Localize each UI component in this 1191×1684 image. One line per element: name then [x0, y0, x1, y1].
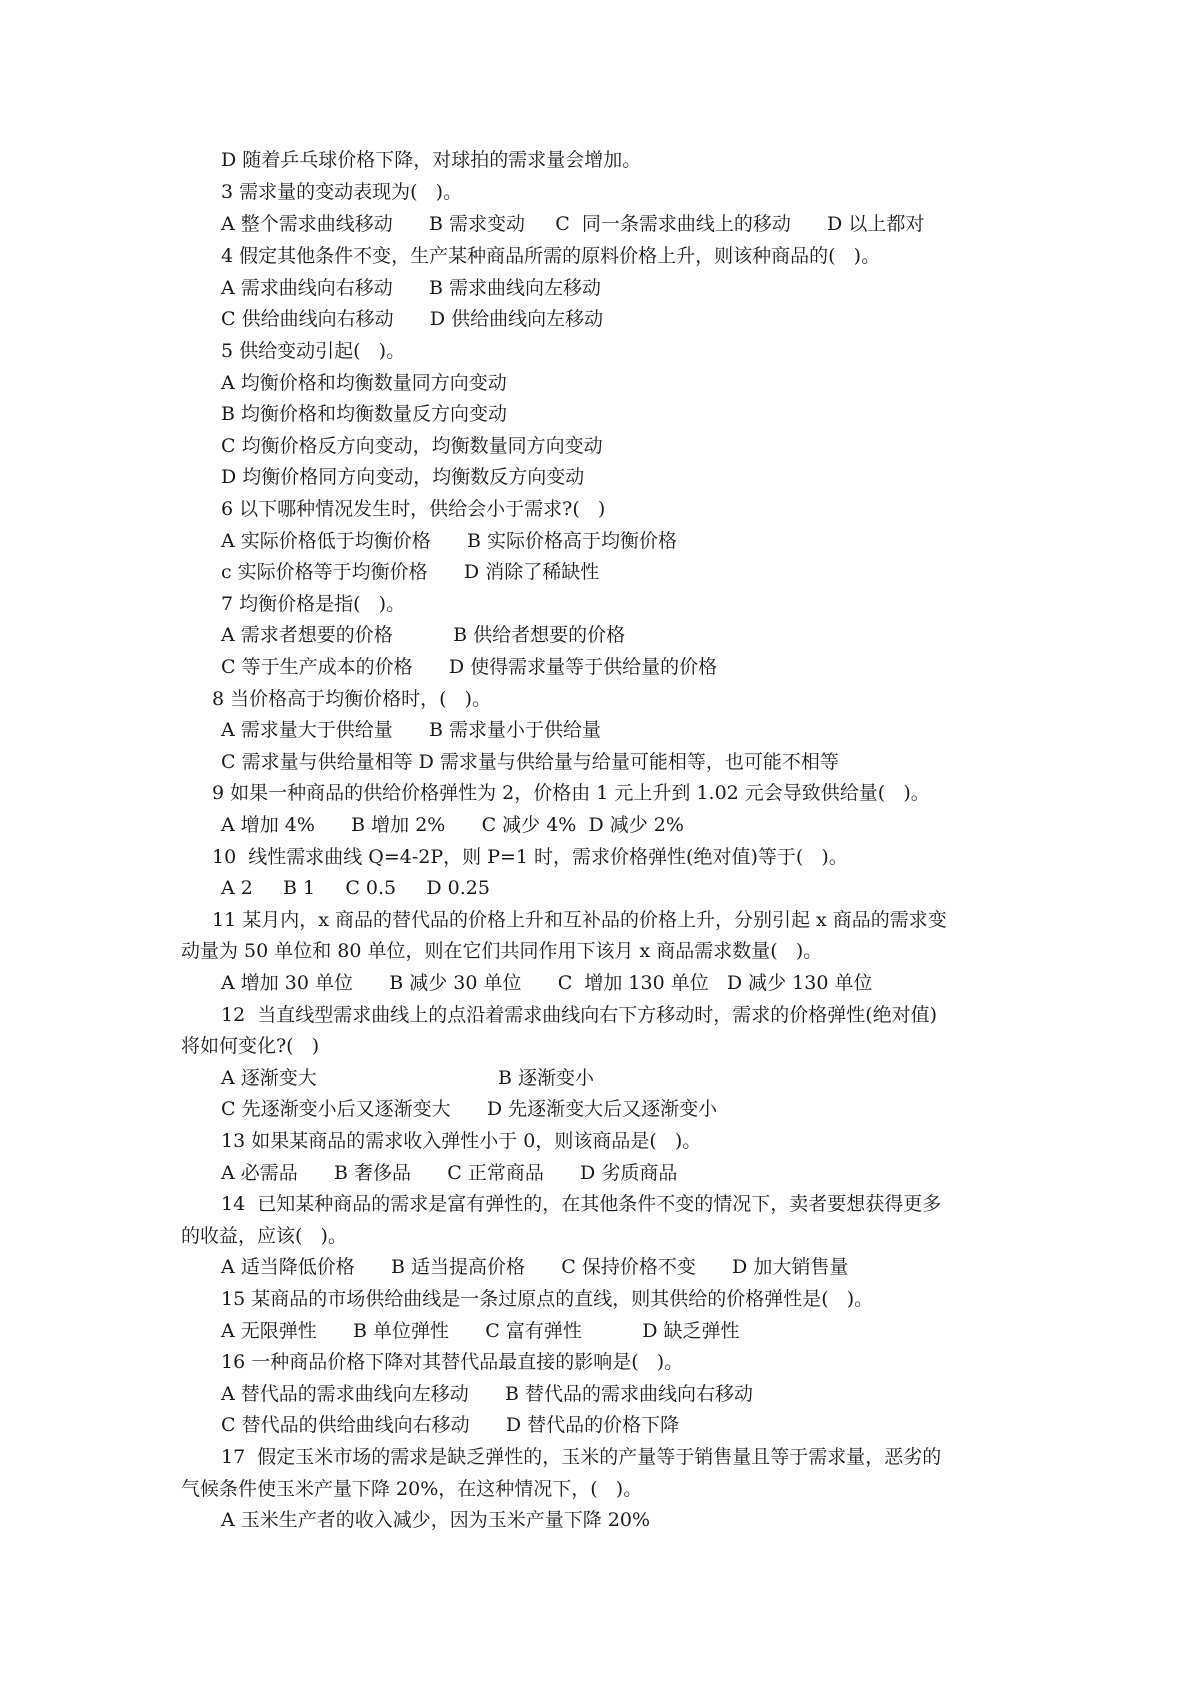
question-16-options-ab: A 替代品的需求曲线向左移动 B 替代品的需求曲线向右移动 [221, 1383, 754, 1405]
question-8: 8 当价格高于均衡价格时，( )。 [212, 688, 492, 710]
question-17-cont: 气候条件使玉米产量下降 20%，在这种情况下，( )。 [181, 1478, 643, 1500]
question-14-cont: 的收益，应该( )。 [181, 1225, 347, 1247]
question-7: 7 均衡价格是指( )。 [221, 593, 406, 615]
question-17: 17 假定玉米市场的需求是缺乏弹性的，玉米的产量等于销售量且等于需求量，恶劣的 [221, 1446, 942, 1468]
question-16-options-cd: C 替代品的供给曲线向右移动 D 替代品的价格下降 [221, 1414, 680, 1436]
question-17-option-a: A 玉米生产者的收入减少，因为玉米产量下降 20% [221, 1509, 651, 1531]
question-10-options: A 2 B 1 C 0.5 D 0.25 [221, 877, 490, 899]
question-14: 14 已知某种商品的需求是富有弹性的，在其他条件不变的情况下，卖者要想获得更多 [221, 1193, 942, 1215]
question-12-cont: 将如何变化?( ) [181, 1035, 320, 1057]
question-5-option-a: A 均衡价格和均衡数量同方向变动 [221, 372, 507, 394]
question-11: 11 某月内，x 商品的替代品的价格上升和互补品的价格上升，分别引起 x 商品的需求变 [212, 909, 947, 931]
question-4: 4 假定其他条件不变，生产某种商品所需的原料价格上升，则该种商品的( )。 [221, 245, 881, 267]
question-8-options-ab: A 需求量大于供给量 B 需求量小于供给量 [221, 719, 602, 741]
question-16: 16 一种商品价格下降对其替代品最直接的影响是( )。 [221, 1351, 684, 1373]
question-12: 12 当直线型需求曲线上的点沿着需求曲线向右下方移动时，需求的价格弹性(绝对值) [221, 1004, 938, 1026]
question-5-option-d: D 均衡价格同方向变动，均衡数反方向变动 [221, 466, 585, 488]
question-4-options-cd: C 供给曲线向右移动 D 供给曲线向左移动 [221, 308, 604, 330]
question-7-options-cd: C 等于生产成本的价格 D 使得需求量等于供给量的价格 [221, 656, 718, 678]
question-12-options-cd: C 先逐渐变小后又逐渐变大 D 先逐渐变大后又逐渐变小 [221, 1098, 718, 1120]
question-15-options: A 无限弹性 B 单位弹性 C 富有弹性 D 缺乏弹性 [221, 1320, 740, 1342]
question-3-options: A 整个需求曲线移动 B 需求变动 C 同一条需求曲线上的移动 D 以上都对 [221, 213, 925, 235]
text-line: D 随着乒乓球价格下降，对球拍的需求量会增加。 [221, 149, 642, 171]
question-9: 9 如果一种商品的供给价格弹性为 2，价格由 1 元上升到 1.02 元会导致供给量( )。 [212, 782, 930, 804]
question-3: 3 需求量的变动表现为( )。 [221, 181, 463, 203]
question-13: 13 如果某商品的需求收入弹性小于 0，则该商品是( )。 [221, 1130, 702, 1152]
question-12-options-ab: A 逐渐变大 B 逐渐变小 [221, 1067, 594, 1089]
question-6: 6 以下哪种情况发生时，供给会小于需求?( ) [221, 498, 606, 520]
question-5-option-b: B 均衡价格和均衡数量反方向变动 [221, 403, 508, 425]
question-5: 5 供给变动引起( )。 [221, 340, 406, 362]
question-6-options-ab: A 实际价格低于均衡价格 B 实际价格高于均衡价格 [221, 530, 678, 552]
question-6-options-cd: c 实际价格等于均衡价格 D 消除了稀缺性 [221, 561, 600, 583]
question-4-options-ab: A 需求曲线向右移动 B 需求曲线向左移动 [221, 277, 602, 299]
question-14-options: A 适当降低价格 B 适当提高价格 C 保持价格不变 D 加大销售量 [221, 1256, 849, 1278]
question-11-options: A 增加 30 单位 B 减少 30 单位 C 增加 130 单位 D 减少 130 单位 [221, 972, 873, 994]
question-9-options: A 增加 4% B 增加 2% C 减少 4% D 减少 2% [221, 814, 684, 836]
question-8-options-cd: C 需求量与供给量相等 D 需求量与供给量与给量可能相等，也可能不相等 [221, 751, 839, 773]
question-11-cont: 动量为 50 单位和 80 单位，则在它们共同作用下该月 x 商品需求数量( )。 [181, 940, 823, 962]
question-7-options-ab: A 需求者想要的价格 B 供给者想要的价格 [221, 624, 626, 646]
question-10: 10 线性需求曲线 Q=4-2P，则 P=1 时，需求价格弹性(绝对值)等于( )。 [212, 846, 848, 868]
question-5-option-c: C 均衡价格反方向变动，均衡数量同方向变动 [221, 435, 603, 457]
question-15: 15 某商品的市场供给曲线是一条过原点的直线，则其供给的价格弹性是( )。 [221, 1288, 874, 1310]
question-13-options: A 必需品 B 奢侈品 C 正常商品 D 劣质商品 [221, 1162, 678, 1184]
